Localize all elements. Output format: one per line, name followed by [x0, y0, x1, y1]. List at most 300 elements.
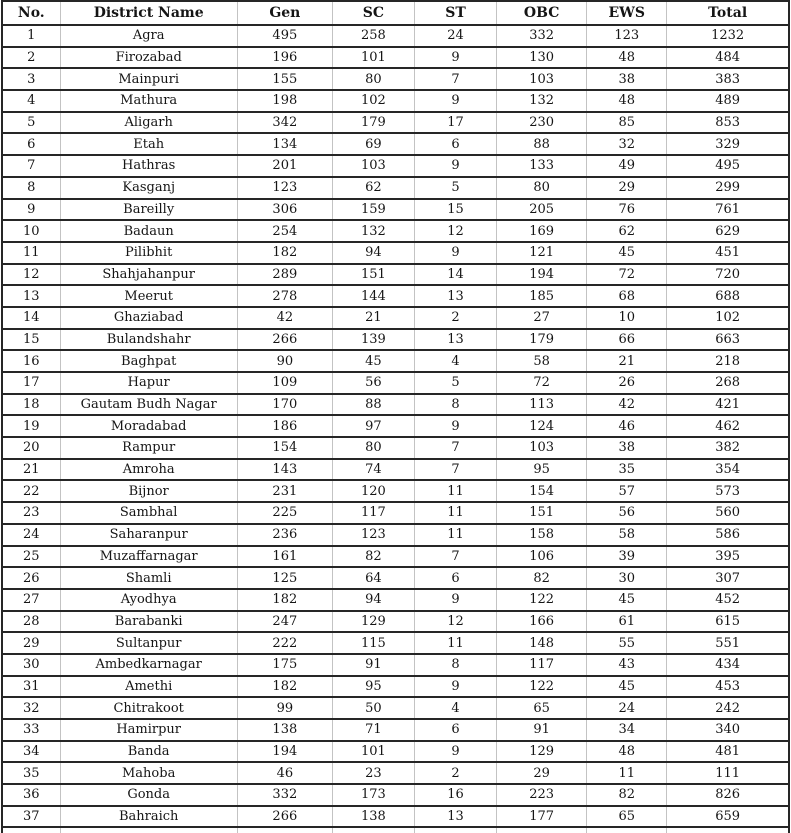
table-cell: 151 [497, 502, 587, 524]
table-cell: 34 [587, 719, 667, 741]
table-cell: 111 [667, 762, 789, 784]
table-cell: 4 [2, 90, 60, 112]
table-cell: 268 [667, 372, 789, 394]
table-cell: 169 [497, 220, 587, 242]
table-cell: 45 [587, 242, 667, 264]
table-cell: 138 [332, 806, 414, 828]
table-cell: 24 [2, 524, 60, 546]
table-cell: 113 [497, 394, 587, 416]
table-cell: 123 [332, 524, 414, 546]
table-row [2, 68, 789, 90]
table-cell: 15 [414, 199, 496, 221]
table-cell: 24 [587, 697, 667, 719]
table-row [2, 47, 789, 69]
table-cell: 72 [497, 372, 587, 394]
district-name-cell: Baghpat [60, 350, 237, 372]
table-cell: 615 [667, 611, 789, 633]
table-cell: 8 [414, 654, 496, 676]
table-cell [497, 827, 587, 833]
table-cell: 495 [237, 25, 332, 47]
table-cell: 9 [414, 676, 496, 698]
table-cell: 120 [332, 480, 414, 502]
table-cell: 129 [497, 741, 587, 763]
table-cell: 74 [332, 459, 414, 481]
table-cell: 242 [667, 697, 789, 719]
table-cell: 332 [237, 784, 332, 806]
table-cell: 29 [497, 762, 587, 784]
table-cell: 826 [667, 784, 789, 806]
table-cell: 28 [2, 611, 60, 633]
table-cell: 34 [2, 741, 60, 763]
table-cell: 115 [332, 632, 414, 654]
district-name-cell: Amethi [60, 676, 237, 698]
district-name-cell: Muzaffarnagar [60, 546, 237, 568]
table-cell: 853 [667, 112, 789, 134]
table-row [2, 632, 789, 654]
table-cell: 151 [332, 264, 414, 286]
table-cell: 14 [2, 307, 60, 329]
table-cell: 35 [2, 762, 60, 784]
table-cell: 278 [237, 285, 332, 307]
table-cell: 223 [497, 784, 587, 806]
district-name-cell: Hamirpur [60, 719, 237, 741]
table-cell: 31 [2, 676, 60, 698]
table-cell: 7 [414, 459, 496, 481]
table-cell: 10 [587, 307, 667, 329]
table-row [2, 155, 789, 177]
table-cell: 688 [667, 285, 789, 307]
table-cell: 23 [2, 502, 60, 524]
table-row [2, 719, 789, 741]
table-cell: 42 [587, 394, 667, 416]
table-cell: 7 [414, 437, 496, 459]
table-cell: 6 [414, 567, 496, 589]
district-name-cell: Amroha [60, 459, 237, 481]
table-cell: 122 [497, 676, 587, 698]
table-cell: 66 [587, 329, 667, 351]
table-cell: 299 [667, 177, 789, 199]
table-cell: 20 [2, 437, 60, 459]
table-cell: 194 [237, 741, 332, 763]
table-cell: 481 [667, 741, 789, 763]
table-cell: 166 [497, 611, 587, 633]
table-row [2, 611, 789, 633]
table-row [2, 784, 789, 806]
table-cell: 58 [497, 350, 587, 372]
table-row [2, 133, 789, 155]
table-cell: 101 [332, 47, 414, 69]
column-header-district-name: District Name [60, 1, 237, 25]
table-cell: 194 [497, 264, 587, 286]
table-cell: 1232 [667, 25, 789, 47]
table-cell: 329 [667, 133, 789, 155]
table-cell: 80 [497, 177, 587, 199]
table-cell: 109 [237, 372, 332, 394]
table-cell: 179 [497, 329, 587, 351]
table-cell: 173 [332, 784, 414, 806]
table-cell: 258 [332, 25, 414, 47]
table-cell: 179 [332, 112, 414, 134]
district-name-cell: Shamli [60, 567, 237, 589]
table-cell: 6 [414, 719, 496, 741]
table-cell: 129 [332, 611, 414, 633]
table-cell: 11 [414, 524, 496, 546]
table-cell: 10 [2, 220, 60, 242]
district-name-cell: Agra [60, 25, 237, 47]
table-cell: 132 [332, 220, 414, 242]
table-cell [332, 827, 414, 833]
table-cell: 85 [587, 112, 667, 134]
table-cell: 80 [332, 437, 414, 459]
table-row [2, 285, 789, 307]
table-cell: 56 [332, 372, 414, 394]
district-name-cell: Hathras [60, 155, 237, 177]
district-name-cell: Gonda [60, 784, 237, 806]
district-name-cell: Ayodhya [60, 589, 237, 611]
table-cell: 57 [587, 480, 667, 502]
table-cell: 4 [414, 350, 496, 372]
district-name-cell: Sultanpur [60, 632, 237, 654]
table-cell: 9 [2, 199, 60, 221]
table-cell: 332 [497, 25, 587, 47]
table-cell: 101 [332, 741, 414, 763]
table-row [2, 350, 789, 372]
column-header-no: No. [2, 1, 60, 25]
table-cell [667, 827, 789, 833]
district-name-cell: Rampur [60, 437, 237, 459]
table-cell: 7 [414, 546, 496, 568]
district-name-cell: Saharanpur [60, 524, 237, 546]
table-row [2, 546, 789, 568]
table-cell: 65 [497, 697, 587, 719]
table-cell: 484 [667, 47, 789, 69]
table-row [2, 676, 789, 698]
table-cell: 11 [414, 480, 496, 502]
table-cell: 205 [497, 199, 587, 221]
table-cell [414, 827, 496, 833]
table-cell: 91 [497, 719, 587, 741]
table-cell: 170 [237, 394, 332, 416]
district-name-cell: Pilibhit [60, 242, 237, 264]
district-name-cell: Mathura [60, 90, 237, 112]
table-row [2, 762, 789, 784]
table-cell: 158 [497, 524, 587, 546]
table-cell: 495 [667, 155, 789, 177]
table-cell: 3 [2, 68, 60, 90]
table-cell: 225 [237, 502, 332, 524]
table-cell: 182 [237, 589, 332, 611]
table-cell [60, 827, 237, 833]
table-cell: 43 [587, 654, 667, 676]
table-cell: 159 [332, 199, 414, 221]
table-cell: 26 [587, 372, 667, 394]
table-cell: 9 [414, 589, 496, 611]
table-cell: 11 [587, 762, 667, 784]
table-cell: 12 [2, 264, 60, 286]
table-cell: 48 [587, 741, 667, 763]
table-cell: 452 [667, 589, 789, 611]
table-cell: 23 [332, 762, 414, 784]
table-cell: 95 [332, 676, 414, 698]
table-cell: 76 [587, 199, 667, 221]
table-cell: 186 [237, 415, 332, 437]
table-cell: 48 [587, 47, 667, 69]
district-name-cell: Ghaziabad [60, 307, 237, 329]
table-cell: 21 [2, 459, 60, 481]
table-cell: 155 [237, 68, 332, 90]
table-cell: 11 [2, 242, 60, 264]
table-cell: 38 [587, 437, 667, 459]
table-cell: 16 [2, 350, 60, 372]
table-cell: 451 [667, 242, 789, 264]
district-name-cell: Bareilly [60, 199, 237, 221]
table-cell: 6 [2, 133, 60, 155]
table-cell: 21 [587, 350, 667, 372]
table-cell: 551 [667, 632, 789, 654]
table-cell: 106 [497, 546, 587, 568]
table-cell: 37 [2, 806, 60, 828]
table-row [2, 654, 789, 676]
table-cell: 30 [587, 567, 667, 589]
table-cell: 307 [667, 567, 789, 589]
table-row [2, 524, 789, 546]
table-cell: 29 [2, 632, 60, 654]
table-cell: 55 [587, 632, 667, 654]
table-cell: 125 [237, 567, 332, 589]
table-cell: 49 [587, 155, 667, 177]
district-name-cell: Aligarh [60, 112, 237, 134]
table-cell: 122 [497, 589, 587, 611]
table-cell: 21 [332, 307, 414, 329]
table-cell: 2 [414, 307, 496, 329]
header-row [2, 1, 789, 25]
table-cell: 45 [587, 676, 667, 698]
table-cell: 82 [332, 546, 414, 568]
table-row [2, 394, 789, 416]
table-cell: 453 [667, 676, 789, 698]
table-cell: 161 [237, 546, 332, 568]
table-cell: 266 [237, 806, 332, 828]
table-cell: 12 [414, 220, 496, 242]
table-cell: 139 [332, 329, 414, 351]
table-cell: 138 [237, 719, 332, 741]
table-cell: 462 [667, 415, 789, 437]
table-cell: 102 [667, 307, 789, 329]
table-cell: 132 [497, 90, 587, 112]
table-cell: 103 [497, 437, 587, 459]
table-cell: 663 [667, 329, 789, 351]
column-header-sc: SC [332, 1, 414, 25]
table-cell: 94 [332, 589, 414, 611]
district-name-cell: Bulandshahr [60, 329, 237, 351]
table-cell: 27 [497, 307, 587, 329]
table-cell: 2 [414, 762, 496, 784]
table-cell: 45 [332, 350, 414, 372]
table-cell: 117 [497, 654, 587, 676]
table-cell: 720 [667, 264, 789, 286]
table-cell: 27 [2, 589, 60, 611]
table-cell: 182 [237, 242, 332, 264]
table-row [2, 415, 789, 437]
table-row [2, 264, 789, 286]
table-cell: 36 [2, 784, 60, 806]
table-cell: 201 [237, 155, 332, 177]
table-cell: 5 [414, 372, 496, 394]
table-cell: 383 [667, 68, 789, 90]
table-row [2, 372, 789, 394]
district-name-cell: Meerut [60, 285, 237, 307]
district-name-cell: Firozabad [60, 47, 237, 69]
table-cell: 659 [667, 806, 789, 828]
table-cell: 254 [237, 220, 332, 242]
table-cell: 395 [667, 546, 789, 568]
table-cell: 102 [332, 90, 414, 112]
table-cell: 80 [332, 68, 414, 90]
table-cell: 434 [667, 654, 789, 676]
table-cell: 489 [667, 90, 789, 112]
district-name-cell: Mainpuri [60, 68, 237, 90]
table-cell: 64 [332, 567, 414, 589]
table-row [2, 459, 789, 481]
table-cell: 124 [497, 415, 587, 437]
table-cell: 143 [237, 459, 332, 481]
table-cell: 17 [414, 112, 496, 134]
table-cell: 5 [2, 112, 60, 134]
table-cell: 306 [237, 199, 332, 221]
district-name-cell: Barabanki [60, 611, 237, 633]
table-cell: 154 [237, 437, 332, 459]
table-cell: 46 [237, 762, 332, 784]
column-header-st: ST [414, 1, 496, 25]
table-cell: 9 [414, 90, 496, 112]
table-cell: 82 [497, 567, 587, 589]
table-cell: 17 [2, 372, 60, 394]
district-name-cell: Moradabad [60, 415, 237, 437]
table-cell: 29 [587, 177, 667, 199]
table-cell: 69 [332, 133, 414, 155]
district-name-cell: Bahraich [60, 806, 237, 828]
table-cell: 182 [237, 676, 332, 698]
table-cell: 9 [414, 741, 496, 763]
table-cell: 4 [414, 697, 496, 719]
table-cell [237, 827, 332, 833]
table-cell: 46 [587, 415, 667, 437]
table-row [2, 480, 789, 502]
table-cell: 198 [237, 90, 332, 112]
table-cell: 8 [414, 394, 496, 416]
table-cell: 354 [667, 459, 789, 481]
table-cell: 342 [237, 112, 332, 134]
table-cell: 13 [2, 285, 60, 307]
table-cell: 421 [667, 394, 789, 416]
table-cell: 39 [587, 546, 667, 568]
table-cell: 123 [587, 25, 667, 47]
table-cell: 289 [237, 264, 332, 286]
table-cell: 14 [414, 264, 496, 286]
table-row [2, 177, 789, 199]
column-header-total: Total [667, 1, 789, 25]
table-cell: 1 [2, 25, 60, 47]
table-row [2, 199, 789, 221]
table-cell [587, 827, 667, 833]
table-cell: 45 [587, 589, 667, 611]
table-cell: 5 [414, 177, 496, 199]
table-cell: 19 [2, 415, 60, 437]
table-cell: 24 [414, 25, 496, 47]
table-row [2, 329, 789, 351]
table-cell: 95 [497, 459, 587, 481]
table-cell: 133 [497, 155, 587, 177]
table-row [2, 589, 789, 611]
district-name-cell: Hapur [60, 372, 237, 394]
table-row [2, 307, 789, 329]
table-cell: 629 [667, 220, 789, 242]
table-cell: 26 [2, 567, 60, 589]
table-row [2, 220, 789, 242]
district-name-cell: Chitrakoot [60, 697, 237, 719]
table-cell: 7 [414, 68, 496, 90]
table-cell: 144 [332, 285, 414, 307]
table-cell: 230 [497, 112, 587, 134]
table-row [2, 502, 789, 524]
table-cell: 11 [414, 632, 496, 654]
district-name-cell: Mahoba [60, 762, 237, 784]
table-cell: 7 [2, 155, 60, 177]
table-row [2, 437, 789, 459]
table-cell: 32 [587, 133, 667, 155]
table-cell: 218 [667, 350, 789, 372]
table-cell: 13 [414, 329, 496, 351]
table-row [2, 112, 789, 134]
table-cell: 32 [2, 697, 60, 719]
table-cell: 94 [332, 242, 414, 264]
district-name-cell: Banda [60, 741, 237, 763]
table-cell: 12 [414, 611, 496, 633]
table-cell: 91 [332, 654, 414, 676]
district-name-cell: Shahjahanpur [60, 264, 237, 286]
table-cell: 9 [414, 415, 496, 437]
table-cell: 13 [414, 285, 496, 307]
table-row [2, 25, 789, 47]
table-cell: 231 [237, 480, 332, 502]
table-cell: 154 [497, 480, 587, 502]
district-name-cell: Etah [60, 133, 237, 155]
table-cell: 25 [2, 546, 60, 568]
column-header-gen: Gen [237, 1, 332, 25]
district-name-cell: Ambedkarnagar [60, 654, 237, 676]
table-row-partial [2, 827, 789, 833]
table-cell: 88 [497, 133, 587, 155]
table-row [2, 806, 789, 828]
table-cell: 97 [332, 415, 414, 437]
district-name-cell: Badaun [60, 220, 237, 242]
table-cell: 82 [587, 784, 667, 806]
table-cell: 9 [414, 47, 496, 69]
table-cell: 11 [414, 502, 496, 524]
table-row [2, 242, 789, 264]
table-cell: 72 [587, 264, 667, 286]
table-cell: 177 [497, 806, 587, 828]
table-cell: 62 [332, 177, 414, 199]
table-cell: 58 [587, 524, 667, 546]
table-cell: 48 [587, 90, 667, 112]
table-cell: 761 [667, 199, 789, 221]
table-cell: 42 [237, 307, 332, 329]
table-cell: 9 [414, 155, 496, 177]
table-cell: 586 [667, 524, 789, 546]
table-cell: 103 [332, 155, 414, 177]
table-cell: 61 [587, 611, 667, 633]
